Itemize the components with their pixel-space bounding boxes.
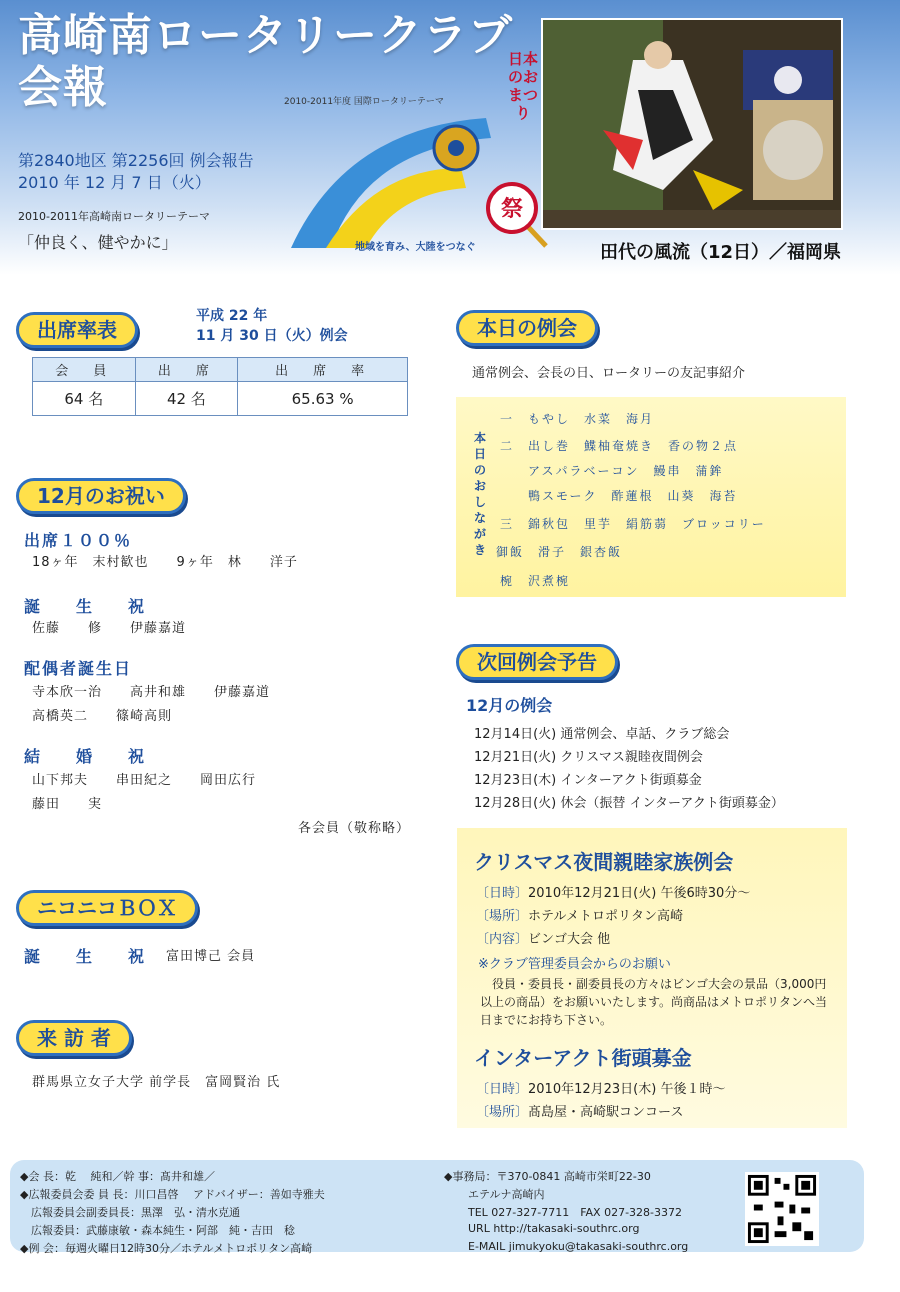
meeting-info [18,150,254,194]
footer-office-building: エテルナ高崎内 [468,1188,545,1201]
xmas-place-tag: 〔場所〕 [476,909,529,924]
next-item-1: 12月14日(火) 通常例会、卓話、クラブ総会 [474,727,730,742]
attendance-value-row [33,382,408,416]
menu-line-7: 椀 沢煮椀 [500,574,571,588]
festival-label: 日本のおまつり [508,50,539,122]
footer-office-address: ◆事務局：〒370-0841 高崎市栄町22-30 [444,1170,651,1183]
attendance-heading: 出席率表 [16,312,138,348]
present-value: 42 名 [135,382,238,416]
col-rate: 出 席 率 [238,358,408,382]
title-line-1: 高崎南ロータリークラブ [18,10,513,61]
wedding-names-2: 藤田 実 [32,797,103,812]
footer-officers: ◆会 長：乾 純和／幹 事：髙井和雄／ [20,1170,215,1183]
club-theme-caption: 2010-2011年高崎南ロータリーテーマ [18,210,210,223]
menu-line-6: 御飯 滑子 銀杏飯 [496,545,623,559]
xmas-content-tag: 〔内容〕 [476,932,529,947]
today-heading: 本日の例会 [456,310,598,346]
col-present: 出 席 [135,358,238,382]
footer-meeting: ◆例 会：毎週火曜日12時30分／ホテルメトロポリタン高崎 [20,1242,313,1255]
xmas-content-value: ビンゴ大会 他 [528,932,611,947]
footer-url[interactable]: URL http://takasaki-southrc.org [468,1222,640,1235]
col-members: 会 員 [33,358,136,382]
attendance-date-year: 平成 22 年 [196,308,268,324]
footer-pr-chair: ◆広報委員会委 員 長：川口昌啓 アドバイザー：善如寺雅夫 [20,1188,325,1201]
district-line: 第2840地区 第2256回 例会報告 [18,151,254,170]
niconico-label: 誕 生 祝 [24,947,155,966]
notice-title: ※クラブ管理委員会からのお願い [478,957,671,972]
niconico-name: 富田博己 会員 [166,949,256,964]
attendance-date-day: 11 月 30 日（火）例会 [196,328,348,344]
next-item-3: 12月23日(木) インターアクト街頭募金 [474,773,702,788]
interact-place-value: 髙島屋・高崎駅コンコース [528,1105,684,1120]
wedding-label: 結 婚 祝 [24,747,155,766]
spouse-birthday-label: 配偶者誕生日 [24,659,133,678]
niconico-heading: ニコニコＢＯＸ [16,890,198,926]
interact-date-value: 2010年12月23日(木) 午後１時～ [528,1082,726,1097]
interact-date-tag: 〔日時〕 [476,1082,529,1097]
xmas-date-value: 2010年12月21日(火) 午後6時30分～ [528,886,751,901]
interact-date [476,1078,725,1097]
xmas-content [476,928,610,947]
interact-place-tag: 〔場所〕 [476,1105,529,1120]
footer-tel-fax: TEL 027-327-7711 FAX 027-328-3372 [468,1206,683,1219]
footer-email[interactable]: E-MAIL jimukyoku@takasaki-southrc.org [468,1240,689,1253]
menu-line-4: 鴨スモーク 酢蓮根 山葵 海苔 [500,489,738,503]
xmas-title: クリスマス夜間親睦家族例会 [474,850,734,874]
next-item-4: 12月28日(火) 休会（振替 インターアクト街頭募金） [474,796,784,811]
xmas-place [476,905,683,924]
interact-place [476,1101,683,1120]
honorific-note: 各会員（敬称略） [298,821,411,836]
wedding-names-1: 山下邦夫 串田紀之 岡田広行 [32,773,257,788]
interact-title: インターアクト街頭募金 [474,1046,692,1070]
title-line-2: 会報 [18,62,108,113]
notice-body: 役員・委員長・副委員長の方々はビンゴ大会の景品（3,000円以上の商品）をお願いいたします。尚商品はメトロポリタンへ当日までにお持ち下さい。 [480,977,828,1027]
perfect-attendance-names: 18ヶ年 末村歓也 9ヶ年 林 洋子 [32,555,298,570]
ri-theme-logo [286,108,506,258]
celebrations-heading: 12月のお祝い [16,478,186,514]
xmas-date [476,882,750,901]
footer-pr-vice: 広報委員会副委員長：黒澤 弘・清水克通 [20,1206,240,1219]
spouse-birthday-names-1: 寺本欣一治 高井和雄 伊藤嘉道 [32,685,271,700]
rate-value: 65.63 % [238,382,408,416]
today-description: 通常例会、会長の日、ロータリーの友記事紹介 [472,366,746,381]
spouse-birthday-names-2: 高橋英二 篠崎高則 [32,709,173,724]
ri-slogan: 地域を育み、大陸をつなぐ [355,242,476,253]
club-theme: 「仲良く、健やかに」 [18,233,178,252]
festival-photo-illustration [543,20,843,230]
birthday-names: 佐藤 修 伊藤嘉道 [32,621,187,636]
menu-line-1: 一 もやし 水菜 海月 [500,412,655,426]
menu-line-5: 三 錦秋包 里芋 絹筋蒻 ブロッコリー [500,517,766,531]
next-item-2: 12月21日(火) クリスマス親睦夜間例会 [474,750,703,765]
ri-theme-caption: 2010-2011年度 国際ロータリーテーマ [284,97,444,107]
perfect-attendance-label: 出席１００％ [24,531,133,550]
festival-photo [541,18,843,230]
menu-line-2: 二 出し巻 鰈柚奄焼き 香の物２点 [500,439,739,453]
attendance-table [32,357,408,416]
rotary-wheel-hub [448,140,464,156]
next-meeting-heading: 次回例会予告 [456,644,618,680]
members-value: 64 名 [33,382,136,416]
menu-line-3: アスパラベーコン 鰻串 蒲鉾 [500,464,724,478]
footer-pr-members: 広報委員：武藤康敏・森本純生・阿部 純・吉田 稔 [20,1224,295,1237]
birthday-label: 誕 生 祝 [24,597,155,616]
photo-caption: 田代の風流（12日）／福岡県 [600,242,842,263]
xmas-date-tag: 〔日時〕 [476,886,529,901]
visitors-heading: 来 訪 者 [16,1020,132,1056]
visitor-line: 群馬県立女子大学 前学長 富岡賢治 氏 [32,1075,281,1090]
attendance-header-row [33,358,408,382]
xmas-place-value: ホテルメトロポリタン高崎 [528,909,683,924]
fan-char: 祭 [500,197,524,222]
next-subheading: 12月の例会 [466,696,553,715]
attendance-date [196,306,348,346]
menu-title: 本日のおしながき [473,431,486,557]
qr-code-icon[interactable] [745,1172,819,1246]
meeting-date: 2010 年 12 月 7 日（火） [18,173,211,192]
